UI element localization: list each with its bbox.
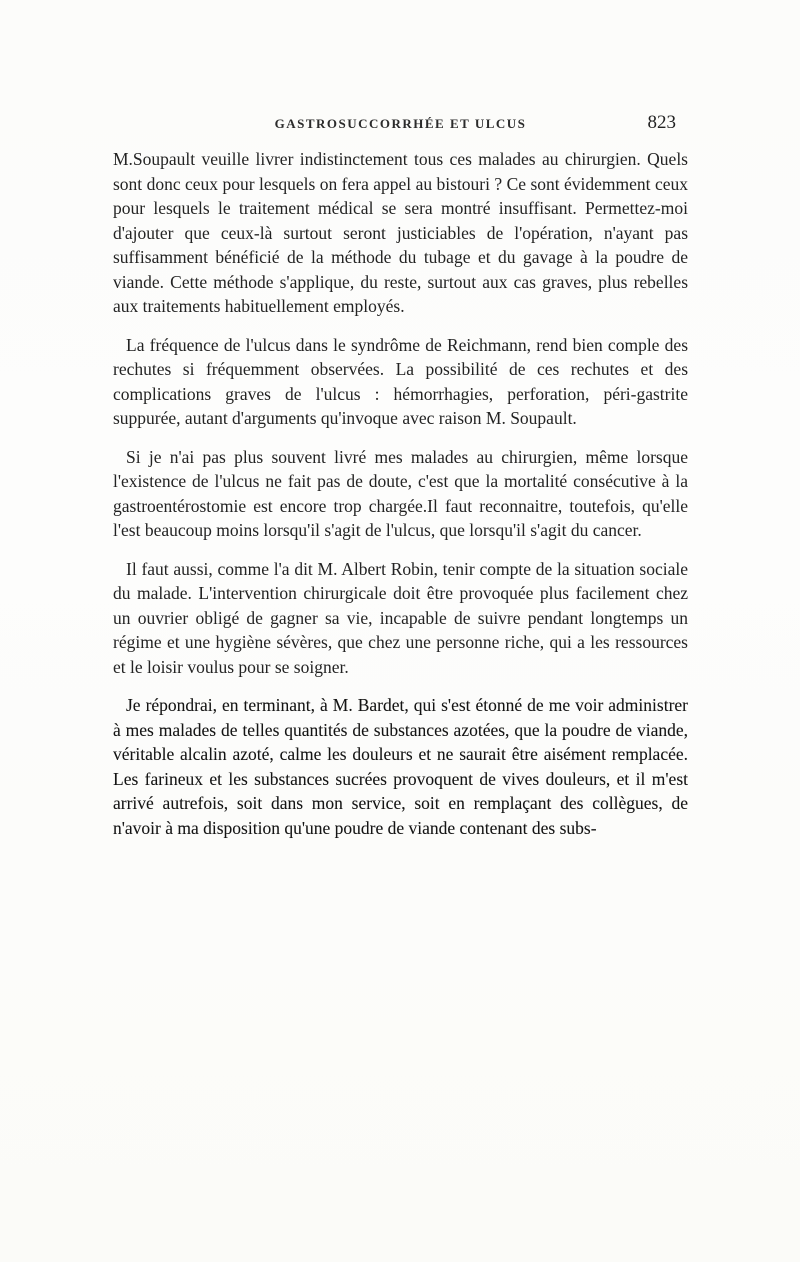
paragraph: Je répondrai, en terminant, à M. Bardet, qui s'est étonné de me voir administrer à mes malades de telles quantités de substances azotées, que la poudre de viande, véritable alcalin azoté, calme les douleurs et ne saurait être aisément remplacée. Les farineux et les substances sucrées provoquent de vives douleurs, et il m'est arrivé autrefois, soit dans mon service, soit en remplaçant des collègues, de n'avoir à ma disposition qu'une poudre de viande contenant des subs- [113,695,688,838]
paragraph: Si je n'ai pas plus souvent livré mes malades au chirurgien, même lorsque l'existence de l'ulcus ne fait pas de doute, c'est que la mortalité consécutive à la gastroentérostomie est encore trop chargée.Il faut reconnaitre, toutefois, qu'elle l'est beaucoup moins lorsqu'il s'agit de l'ulcus, que lorsqu'il s'agit du cancer. [113,446,688,540]
paragraph: Il faut aussi, comme l'a dit M. Albert Robin, tenir compte de la situation sociale du malade. L'intervention chirurgicale doit être provoquée plus facilement chez un ouvrier obligé de gagner sa vie, incapable de suivre pendant longtemps un régime et une hygiène sévères, que chez une personne riche, qui a les ressources et le loisir voulus pour se soigner. [113,558,688,677]
paragraph: La fréquence de l'ulcus dans le syndrôme de Reichmann, rend bien comple des rechutes si fréquemment observées. La possibilité de ces rechutes et des complications graves de l'ulcus : hémorrhagies, perforation, péri-gastrite suppurée, autant d'arguments qu'invoque avec raison M. Soupault. [113,334,688,428]
paragraph: M.Soupault veuille livrer indistinctement tous ces malades au chirurgien. Quels sont donc ceux pour lesquels on fera appel au bistouri ? Ce sont évidemment ceux pour lesquels le traitement médical se sera montré insuffisant. Permettez-moi d'ajouter que ceux-là surtout seront justiciables de l'opération, n'ayant pas suffisamment bénéficié de la méthode du tubage et du gavage à la poudre de viande. Cette méthode s'applique, du reste, surtout aux cas graves, plus rebelles aux traitements habituellement employés. [113,149,688,316]
body-text [113,147,688,854]
page-number: 823 [647,112,676,133]
page-header [113,112,688,136]
running-title: GASTROSUCCORRHÉE ET ULCUS [274,116,527,131]
